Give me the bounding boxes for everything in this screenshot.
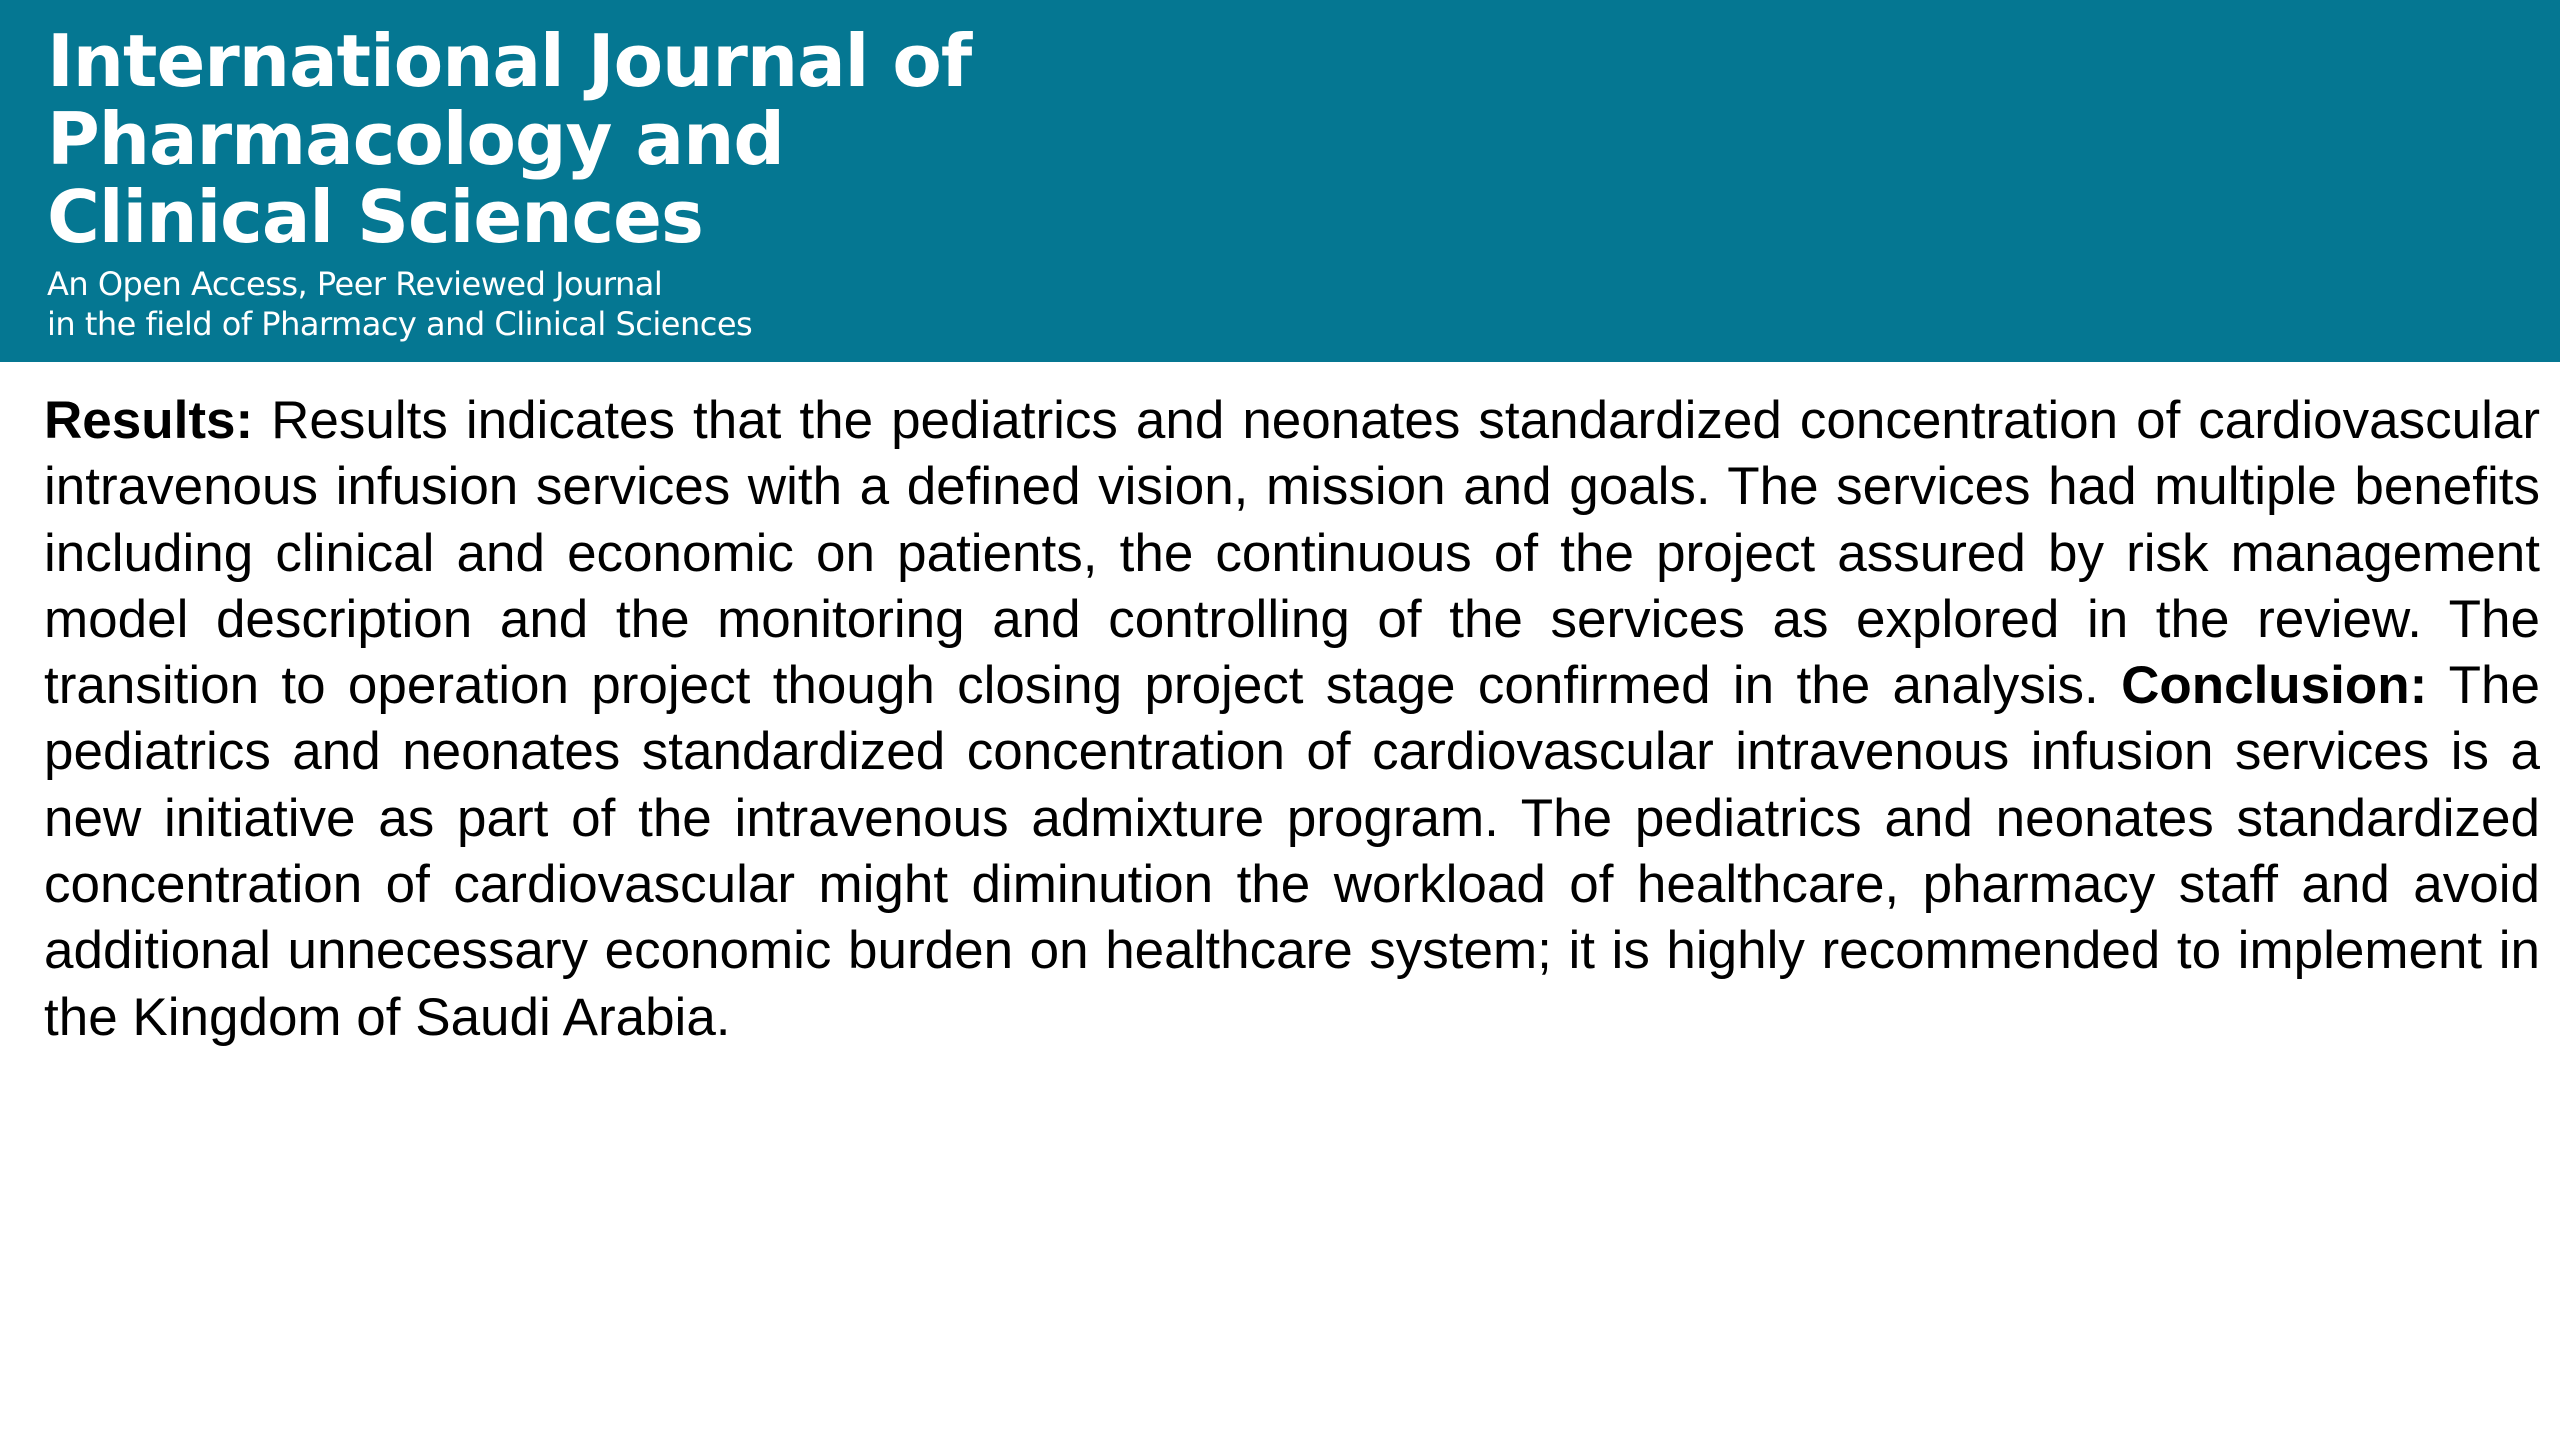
conclusion-heading: Conclusion:: [2121, 656, 2428, 716]
journal-title-line-3: Clinical Sciences: [47, 175, 703, 259]
journal-subtitle: [47, 264, 752, 344]
journal-subtitle-line-1: An Open Access, Peer Reviewed Journal: [47, 265, 663, 303]
conclusion-text: The pediatrics and neonates standardized concentration of cardiovascular intravenous infusion services is a new initiative as part of the intravenous admixture program. The pediatrics and neonates standardized concentration of cardiovascular might diminution the workload of healthcare, pharmacy staff and avoid additional unnecessary economic burden on healthcare system; it is highly recommended to implement in the Kingdom of Saudi Arabia.: [44, 656, 2540, 1047]
abstract-paragraph: [44, 388, 2540, 1051]
journal-title: [47, 19, 972, 259]
journal-subtitle-line-2: in the field of Pharmacy and Clinical Sciences: [47, 305, 753, 343]
journal-title-line-2: Pharmacology and: [47, 97, 784, 181]
journal-title-line-1: International Journal of: [47, 19, 972, 103]
results-heading: Results:: [44, 391, 254, 450]
journal-masthead: [0, 0, 2560, 362]
results-text: Results indicates that the pediatrics and neonates standardized concentration of cardiovascular intravenous infusion services with a defined vision, mission and goals. The services had multiple benefits including clinical and economic on patients, the continuous of the project assured by risk management model description and the monitoring and controlling of the services as explored in the review. The transition to operation project though closing project stage confirmed in the analysis.: [44, 391, 2540, 716]
